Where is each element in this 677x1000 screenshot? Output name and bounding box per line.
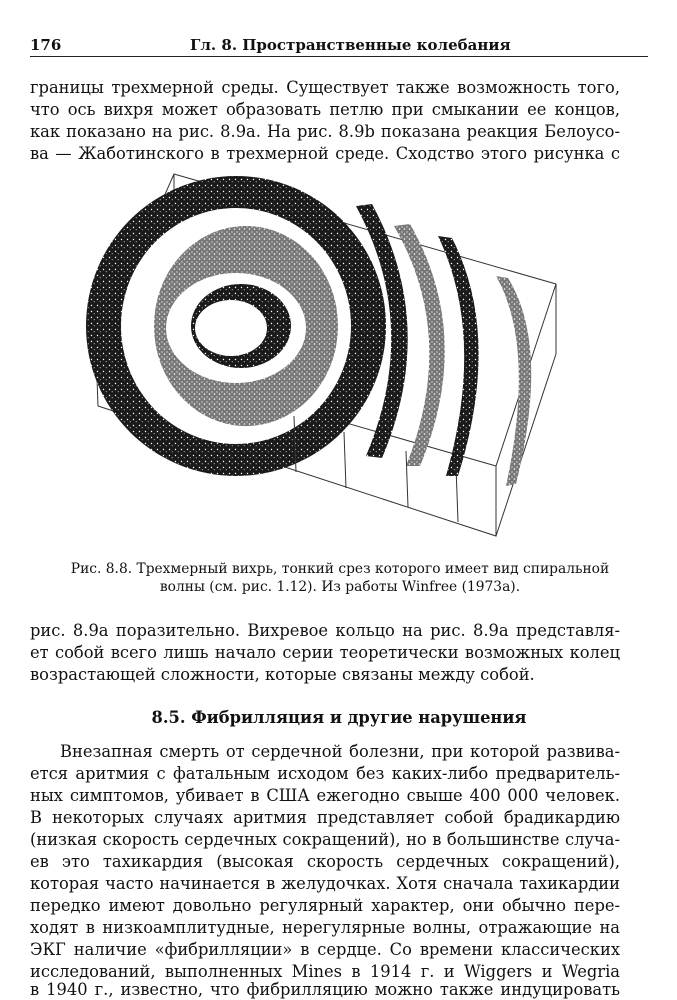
text-line: (низкая скорость сердечных сокращений), но в большинстве случа-: [30, 830, 620, 849]
text-line: Внезапная смерть от сердечной болезни, при которой развива-: [60, 742, 620, 761]
text-line: которая часто начинается в желудочках. Хотя сначала тахикардии: [30, 874, 620, 893]
text-line: границы трехмерной среды. Существует также возможность того,: [30, 78, 620, 97]
scroll-wave-surface: [86, 176, 531, 486]
text-line: рис. 8.9a поразительно. Вихревое кольцо на рис. 8.9a представля-: [30, 621, 620, 640]
text-line: ев это тахикардия (высокая скорость сердечных сокращений),: [30, 852, 620, 871]
text-line: передко имеют довольно регулярный характер, они обычно пере-: [30, 896, 620, 915]
text-line: что ось вихря может образовать петлю при смыкании ее концов,: [30, 100, 620, 119]
running-title: Гл. 8. Пространственные колебания: [190, 36, 511, 54]
text-line: ходят в низкоамплитудные, нерегулярные волны, отражающие на: [30, 918, 620, 937]
figure-caption-line: Рис. 8.8. Трехмерный вихрь, тонкий срез которого имеет вид спиральной: [70, 561, 610, 577]
page-number: 176: [30, 36, 62, 54]
text-line: возрастающей сложности, которые связаны между собой.: [30, 665, 535, 684]
text-line: ет собой всего лишь начало серии теоретически возможных колец: [30, 643, 620, 662]
text-line: ется аритмия с фатальным исходом без каких-либо предваритель-: [30, 764, 620, 783]
text-line: ва — Жаботинского в трехмерной среде. Сходство этого рисунка с: [30, 144, 620, 163]
page-header: [30, 34, 648, 58]
header-rule: [30, 56, 648, 57]
text-line: ных симптомов, убивает в США ежегодно свыше 400 000 человек.: [30, 786, 620, 805]
section-heading: 8.5. Фибрилляция и другие нарушения: [151, 708, 527, 727]
text-line: В некоторых случаях аритмия представляет собой брадикардию: [30, 808, 620, 827]
figure-caption-line: волны (см. рис. 1.12). Из работы Winfree (1973a).: [159, 579, 521, 595]
text-line: ЭКГ наличие «фибрилляции» в сердце. Со времени классических: [30, 940, 620, 959]
figure-3d-scroll-wave: [66, 166, 576, 546]
text-line: как показано на рис. 8.9a. На рис. 8.9b показана реакция Белоусо-: [30, 122, 620, 141]
text-line: исследований, выполненных Mines в 1914 г. и Wiggers и Wegria: [30, 962, 620, 981]
text-line: в 1940 г., известно, что фибрилляцию можно также индуцировать: [30, 980, 620, 999]
